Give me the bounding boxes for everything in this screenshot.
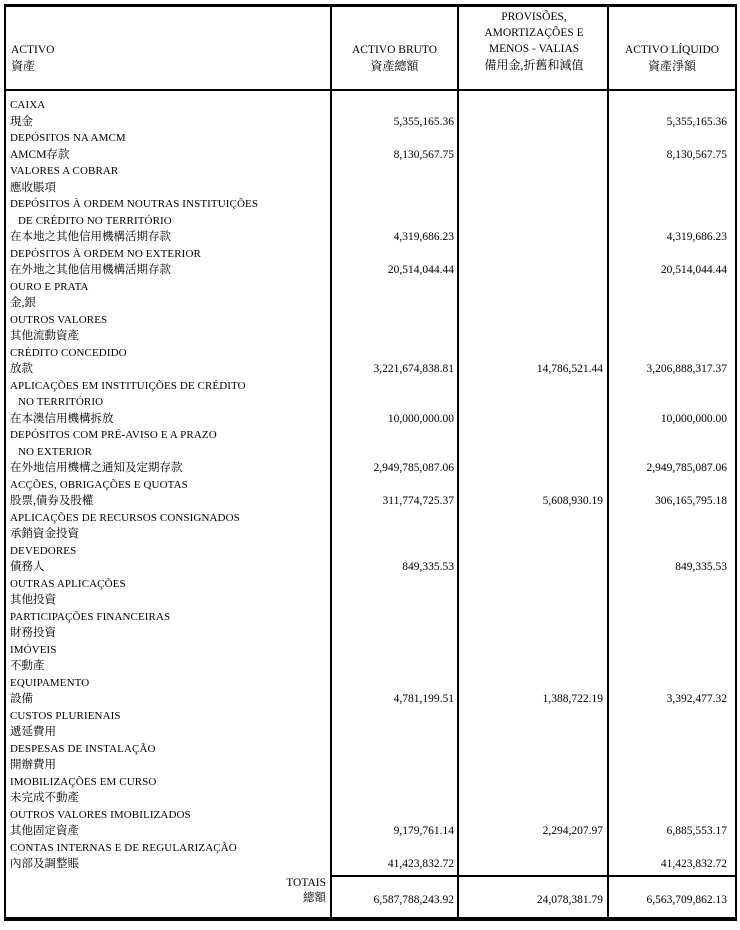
row-activo-bruto-value: 20,514,044.44 — [387, 264, 454, 276]
row-label-zh: 金,銀 — [10, 297, 36, 309]
row-label — [6, 708, 330, 741]
row-label-zh: 在本地之其他信用機構活期存款 — [10, 231, 171, 243]
row-provisoes-value — [459, 642, 609, 675]
row-label-zh: 內部及調整賬 — [10, 858, 79, 870]
row-label-zh: 在外地信用機構之通知及定期存款 — [10, 462, 183, 474]
header-provisoes-pt3: MENOS - VALIAS — [488, 43, 580, 55]
row-label — [6, 477, 330, 510]
row-label-pt: IMÓVEIS — [10, 643, 57, 656]
row-activo-bruto-value: 2,949,785,087.06 — [373, 462, 454, 474]
header-activo-liquido-zh: 資產淨額 — [647, 59, 696, 73]
row-activo-liquido-value: 20,514,044.44 — [660, 264, 727, 276]
row-activo-bruto-value: 849,335.53 — [402, 561, 454, 573]
row-label-zh: 財務投資 — [10, 627, 56, 639]
row-activo-liquido-value: 41,423,832.72 — [660, 858, 727, 870]
row-provisoes-value — [459, 510, 609, 543]
row-label — [6, 543, 330, 576]
row-provisoes-value: 1,388,722.19 — [542, 693, 603, 705]
table-row — [6, 543, 735, 576]
row-activo-bruto-value: 4,781,199.51 — [393, 693, 454, 705]
row-provisoes-value — [459, 378, 609, 428]
row-label-zh: AMCM存款 — [10, 148, 70, 161]
totals-activo-bruto-value: 6,587,788,243.92 — [330, 875, 459, 917]
row-label — [6, 427, 330, 477]
row-label-zh: 設備 — [10, 693, 33, 705]
row-activo-bruto-value — [330, 510, 459, 543]
row-provisoes-value — [459, 130, 609, 163]
row-activo-bruto-value — [330, 163, 459, 196]
row-provisoes-value — [459, 708, 609, 741]
totals-label-zh: 總額 — [303, 892, 326, 904]
row-provisoes-value — [459, 246, 609, 279]
header-activo-bruto-zh: 資產總額 — [370, 59, 419, 73]
table-row — [6, 675, 735, 708]
row-provisoes-value — [459, 163, 609, 196]
row-activo-bruto-value — [330, 708, 459, 741]
row-activo-liquido-value: 3,392,477.32 — [666, 693, 727, 705]
table-row — [6, 609, 735, 642]
table-row — [6, 427, 735, 477]
row-label — [6, 840, 330, 873]
table-row — [6, 840, 735, 873]
row-label — [6, 312, 330, 345]
row-label — [6, 378, 330, 428]
row-label-zh: 開辦費用 — [10, 759, 56, 771]
table-row — [6, 312, 735, 345]
row-activo-liquido-value: 8,130,567.75 — [666, 148, 727, 161]
row-label-pt: CONTAS INTERNAS E DE REGULARIZAÇÃO — [10, 841, 237, 854]
row-provisoes-value: 14,786,521.44 — [536, 363, 603, 375]
row-activo-bruto-value — [330, 576, 459, 609]
row-provisoes-value — [459, 312, 609, 345]
row-provisoes-value — [459, 774, 609, 807]
row-label — [6, 510, 330, 543]
row-activo-bruto-value: 311,774,725.37 — [382, 495, 454, 507]
header-activo-liquido — [609, 7, 735, 89]
column-divider — [457, 7, 459, 917]
row-label-zh: 其他固定資產 — [10, 825, 79, 837]
row-activo-liquido-value — [609, 642, 735, 675]
table-row — [6, 477, 735, 510]
assets-table — [4, 4, 737, 921]
row-activo-liquido-value: 849,335.53 — [675, 561, 727, 573]
row-label-pt: OUTROS VALORES IMOBILIZADOS — [10, 808, 191, 821]
row-label — [6, 741, 330, 774]
row-label-zh: 不動產 — [10, 660, 45, 672]
row-label-pt: OURO E PRATA — [10, 280, 89, 293]
column-divider — [330, 7, 332, 917]
header-activo-bruto-pt: ACTIVO BRUTO — [351, 44, 438, 56]
row-provisoes-value — [459, 576, 609, 609]
header-activo-zh: 資產 — [11, 59, 36, 73]
row-label-zh: 現金 — [10, 115, 33, 128]
row-label — [6, 163, 330, 196]
row-label-pt: DEPÓSITOS À ORDEM NO EXTERIOR — [10, 247, 201, 260]
row-label-pt: DEPÓSITOS À ORDEM NOUTRAS INSTITUIÇÕES — [10, 198, 259, 210]
table-row — [6, 97, 735, 130]
row-label-pt: APLICAÇÕES DE RECURSOS CONSIGNADOS — [10, 511, 240, 524]
row-activo-bruto-value — [330, 774, 459, 807]
row-label — [6, 196, 330, 246]
table-row — [6, 807, 735, 840]
row-activo-liquido-value: 3,206,888,317.37 — [646, 363, 727, 375]
row-activo-liquido-value — [609, 510, 735, 543]
table-row — [6, 708, 735, 741]
row-activo-bruto-value: 41,423,832.72 — [387, 858, 454, 870]
column-divider — [607, 7, 609, 917]
row-activo-liquido-value — [609, 741, 735, 774]
row-label — [6, 246, 330, 279]
table-row — [6, 345, 735, 378]
header-activo-pt: ACTIVO — [11, 44, 55, 56]
row-label — [6, 576, 330, 609]
row-activo-liquido-value — [609, 279, 735, 312]
table-row — [6, 378, 735, 428]
row-activo-liquido-value — [609, 576, 735, 609]
row-label-pt: DE CRÉDITO NO TERRITÓRIO — [18, 214, 172, 227]
row-activo-bruto-value: 5,355,165.36 — [393, 115, 454, 128]
row-activo-liquido-value: 306,165,795.18 — [655, 495, 727, 507]
row-activo-bruto-value: 10,000,000.00 — [387, 412, 454, 425]
row-label — [6, 130, 330, 163]
table-row — [6, 642, 735, 675]
row-label-zh: 應收賬項 — [10, 181, 56, 194]
row-label — [6, 609, 330, 642]
row-activo-bruto-value: 4,319,686.23 — [393, 231, 454, 243]
row-label-zh: 在外地之其他信用機構活期存款 — [10, 264, 171, 276]
row-label-zh: 承銷資金投資 — [10, 528, 79, 540]
row-provisoes-value — [459, 427, 609, 477]
row-label-zh: 其他流動資產 — [10, 330, 79, 342]
row-activo-liquido-value: 4,319,686.23 — [666, 231, 727, 243]
row-provisoes-value — [459, 279, 609, 312]
row-label — [6, 279, 330, 312]
row-label-pt: OUTROS VALORES — [10, 313, 108, 326]
totals-label-pt: TOTAIS — [286, 877, 326, 889]
row-label — [6, 774, 330, 807]
row-provisoes-value — [459, 840, 609, 873]
row-activo-bruto-value: 9,179,761.14 — [393, 825, 454, 837]
row-activo-liquido-value — [609, 163, 735, 196]
header-activo — [6, 7, 330, 89]
table-row — [6, 741, 735, 774]
row-activo-bruto-value — [330, 741, 459, 774]
row-label-pt: NO EXTERIOR — [18, 445, 93, 458]
row-activo-liquido-value — [609, 609, 735, 642]
row-label-pt: VALORES A COBRAR — [10, 165, 119, 177]
table-row — [6, 163, 735, 196]
totals-label — [6, 875, 330, 917]
totals-activo-liquido-value: 6,563,709,862.13 — [609, 875, 735, 917]
row-activo-liquido-value: 5,355,165.36 — [666, 115, 727, 128]
row-label — [6, 642, 330, 675]
header-activo-bruto — [330, 7, 459, 89]
row-label — [6, 97, 330, 130]
row-label-zh: 在本澳信用機構拆放 — [10, 412, 114, 425]
row-label-pt: IMOBILIZAÇÕES EM CURSO — [10, 775, 157, 788]
row-provisoes-value — [459, 609, 609, 642]
row-label-zh: 放款 — [10, 363, 33, 375]
row-label — [6, 807, 330, 840]
totals-provisoes-value: 24,078,381.79 — [459, 875, 609, 917]
header-provisoes-pt1: PROVISÕES, — [501, 11, 567, 23]
row-activo-bruto-value — [330, 312, 459, 345]
row-activo-bruto-value: 3,221,674,838.81 — [373, 363, 454, 375]
row-label-pt: DEVEDORES — [10, 544, 77, 557]
row-label-zh: 債務人 — [10, 561, 45, 573]
table-header — [6, 7, 735, 91]
row-label-pt: EQUIPAMENTO — [10, 676, 90, 689]
row-provisoes-value: 2,294,207.97 — [542, 825, 603, 837]
row-label-pt: ACÇÕES, OBRIGAÇÕES E QUOTAS — [10, 478, 188, 491]
row-provisoes-value — [459, 196, 609, 246]
row-label — [6, 675, 330, 708]
row-activo-liquido-value: 6,885,553.17 — [666, 825, 727, 837]
table-row — [6, 510, 735, 543]
row-label-pt: CUSTOS PLURIENAIS — [10, 709, 121, 722]
row-activo-bruto-value — [330, 642, 459, 675]
row-activo-bruto-value — [330, 609, 459, 642]
table-row — [6, 576, 735, 609]
table-row — [6, 196, 735, 246]
row-label-zh: 遞延費用 — [10, 726, 56, 738]
row-label-pt: OUTRAS APLICAÇÕES — [10, 577, 126, 590]
row-activo-liquido-value — [609, 708, 735, 741]
header-provisoes-pt2: AMORTIZAÇÕES E — [484, 27, 584, 39]
row-label-pt: NO TERRITÓRIO — [18, 396, 104, 408]
row-label-pt: DEPÓSITOS COM PRÉ-AVISO E A PRAZO — [10, 429, 217, 441]
row-label — [6, 345, 330, 378]
row-provisoes-value — [459, 97, 609, 130]
table-row — [6, 246, 735, 279]
row-activo-liquido-value: 10,000,000.00 — [660, 412, 727, 425]
table-row — [6, 279, 735, 312]
header-provisoes — [459, 7, 609, 89]
row-activo-liquido-value: 2,949,785,087.06 — [646, 462, 727, 474]
row-label-pt: DESPESAS DE INSTALAÇÃO — [10, 742, 156, 755]
row-label-zh: 未完成不動產 — [10, 792, 79, 804]
row-activo-liquido-value — [609, 774, 735, 807]
row-activo-liquido-value — [609, 312, 735, 345]
row-provisoes-value — [459, 543, 609, 576]
row-label-pt: CAIXA — [10, 99, 46, 111]
row-provisoes-value: 5,608,930.19 — [542, 495, 603, 507]
row-label-pt: PARTICIPAÇÕES FINANCEIRAS — [10, 610, 171, 623]
totals-row — [6, 875, 735, 917]
row-activo-bruto-value: 8,130,567.75 — [393, 148, 454, 161]
header-activo-liquido-pt: ACTIVO LÍQUIDO — [624, 44, 720, 56]
row-provisoes-value — [459, 741, 609, 774]
table-row — [6, 774, 735, 807]
row-label-zh: 其他投資 — [10, 594, 56, 606]
row-label-pt: APLICAÇÕES EM INSTITUIÇÕES DE CRÉDITO — [10, 379, 246, 392]
row-label-zh: 股票,債券及股權 — [10, 495, 94, 507]
header-provisoes-zh: 備用金,折舊和減值 — [484, 58, 584, 72]
table-row — [6, 130, 735, 163]
table-body — [6, 91, 735, 875]
row-activo-bruto-value — [330, 279, 459, 312]
row-label-pt: DEPÓSITOS NA AMCM — [10, 132, 126, 144]
row-label-pt: CRÉDITO CONCEDIDO — [10, 346, 127, 359]
